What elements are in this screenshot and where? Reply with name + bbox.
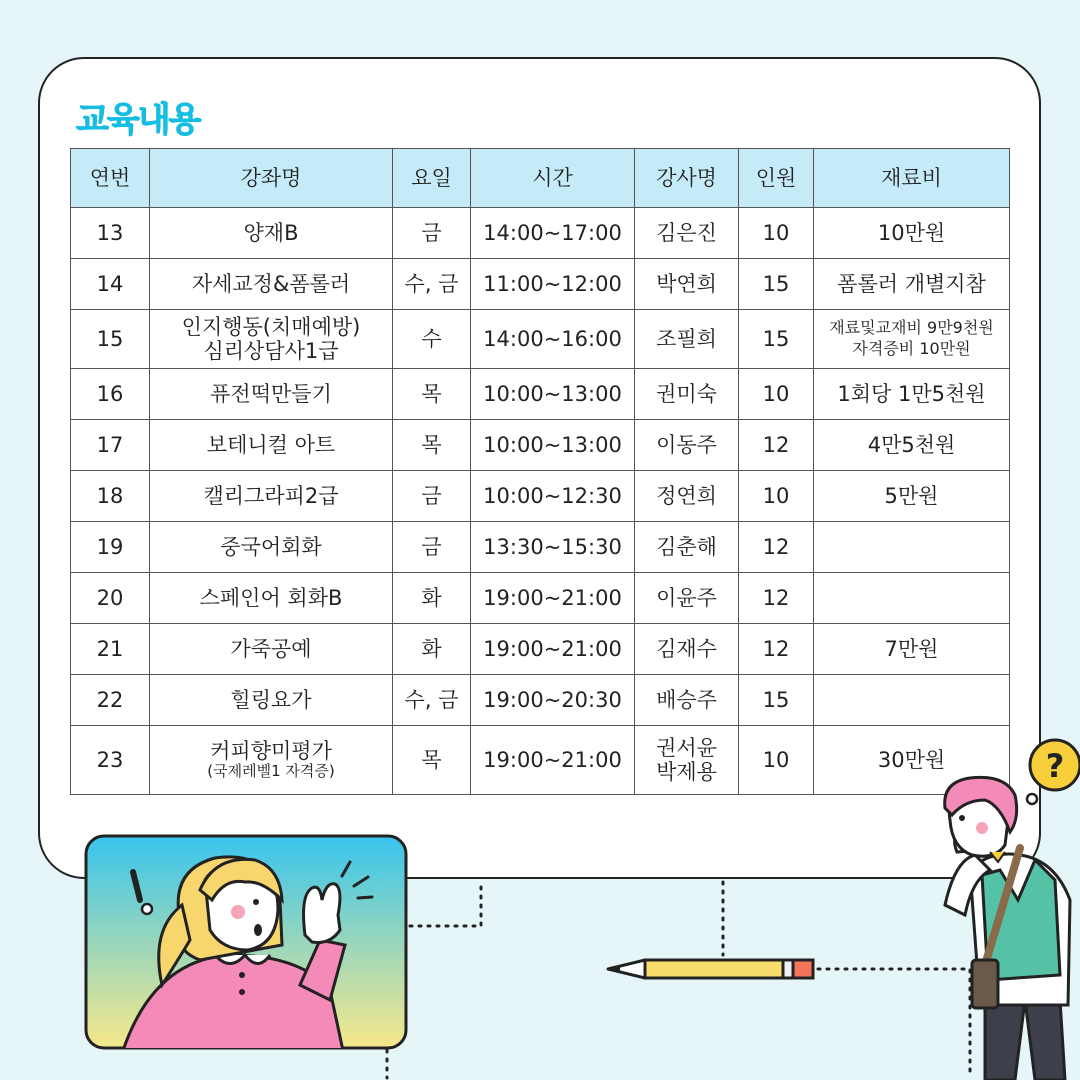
cell-day: 수, 금 [393,259,471,310]
course-line-2: 심리상담사1급 [203,339,339,363]
cell-day: 화 [393,573,471,624]
cell-no: 19 [71,522,150,573]
cell-no: 23 [71,726,150,795]
cell-capacity: 15 [739,259,814,310]
cell-day: 금 [393,522,471,573]
header-capacity: 인원 [739,149,814,208]
cell-instructor: 이윤주 [635,573,739,624]
svg-text:?: ? [1045,747,1065,785]
cell-capacity: 15 [739,310,814,369]
cell-instructor: 배승주 [635,675,739,726]
cell-capacity: 10 [739,208,814,259]
cell-capacity: 12 [739,522,814,573]
cell-no: 15 [71,310,150,369]
cell-course: 퓨전떡만들기 [150,369,393,420]
header-fee: 재료비 [814,149,1010,208]
cell-fee: 10만원 [814,208,1010,259]
header-no: 연번 [71,149,150,208]
thinking-boy-illustration [945,740,1080,1080]
cell-no: 18 [71,471,150,522]
cell-capacity: 12 [739,624,814,675]
header-instructor: 강사명 [635,149,739,208]
cell-time: 19:00~21:00 [471,624,635,675]
cell-no: 17 [71,420,150,471]
cell-time: 10:00~13:00 [471,420,635,471]
cell-capacity: 12 [739,573,814,624]
cell-course: 양재B [150,208,393,259]
cell-time: 19:00~21:00 [471,573,635,624]
cell-time: 14:00~17:00 [471,208,635,259]
course-line-1: 인지행동(치매예방) [181,314,361,339]
cell-instructor: 권미숙 [635,369,739,420]
cell-no: 16 [71,369,150,420]
cell-course: 자세교정&폼롤러 [150,259,393,310]
cell-fee: 5만원 [814,471,1010,522]
cell-time: 13:30~15:30 [471,522,635,573]
header-time: 시간 [471,149,635,208]
cell-instructor: 박연희 [635,259,739,310]
cell-fee: 30만원 [814,726,1010,795]
cell-no: 20 [71,573,150,624]
cell-course: 캘리그라피2급 [150,471,393,522]
page-title: 교육내용 [76,100,200,140]
cell-time: 10:00~12:30 [471,471,635,522]
cell-capacity: 12 [739,420,814,471]
cell-no: 21 [71,624,150,675]
cell-instructor: 정연희 [635,471,739,522]
cell-capacity: 10 [739,726,814,795]
cell-instructor: 김재수 [635,624,739,675]
cell-time: 19:00~21:00 [471,726,635,795]
cell-course: 스페인어 회화B [150,573,393,624]
cell-instructor: 김은진 [635,208,739,259]
fee-line-2: 자격증비 10만원 [852,339,971,358]
cell-day: 화 [393,624,471,675]
cell-time: 11:00~12:00 [471,259,635,310]
cell-fee: 7만원 [814,624,1010,675]
cell-fee: 1회당 1만5천원 [814,369,1010,420]
question-bubble-icon [1027,740,1080,804]
pencil-icon [608,960,813,978]
cell-day: 수, 금 [393,675,471,726]
cell-course: 힐링요가 [150,675,393,726]
course-line-1: 커피향미평가 [210,739,332,764]
cell-day: 금 [393,471,471,522]
instructor-line-1: 권서윤 [656,735,717,760]
instructor-line-2: 박제용 [656,760,717,784]
cell-capacity: 10 [739,471,814,522]
fee-line-1: 재료및교재비 9만9천원 [829,318,994,338]
cell-instructor: 이동주 [635,420,739,471]
cell-time: 14:00~16:00 [471,310,635,369]
cell-instructor: 조필희 [635,310,739,369]
cell-no: 13 [71,208,150,259]
girl-illustration [86,836,406,1060]
cell-fee: 폼롤러 개별지참 [814,259,1010,310]
header-course: 강좌명 [150,149,393,208]
cell-day: 금 [393,208,471,259]
cell-day: 목 [393,420,471,471]
header-day: 요일 [393,149,471,208]
course-line-2: (국제레벨1 자격증) [207,762,335,781]
cell-course: 보테니컬 아트 [150,420,393,471]
dotted-connector-lines [387,882,970,1078]
cell-instructor: 김춘해 [635,522,739,573]
cell-capacity: 15 [739,675,814,726]
cell-time: 10:00~13:00 [471,369,635,420]
cell-day: 목 [393,369,471,420]
cell-fee: 4만5천원 [814,420,1010,471]
cell-no: 22 [71,675,150,726]
cell-no: 14 [71,259,150,310]
cell-capacity: 10 [739,369,814,420]
cell-course: 중국어회화 [150,522,393,573]
cell-time: 19:00~20:30 [471,675,635,726]
cell-course: 가죽공예 [150,624,393,675]
cell-day: 수 [393,310,471,369]
cell-day: 목 [393,726,471,795]
